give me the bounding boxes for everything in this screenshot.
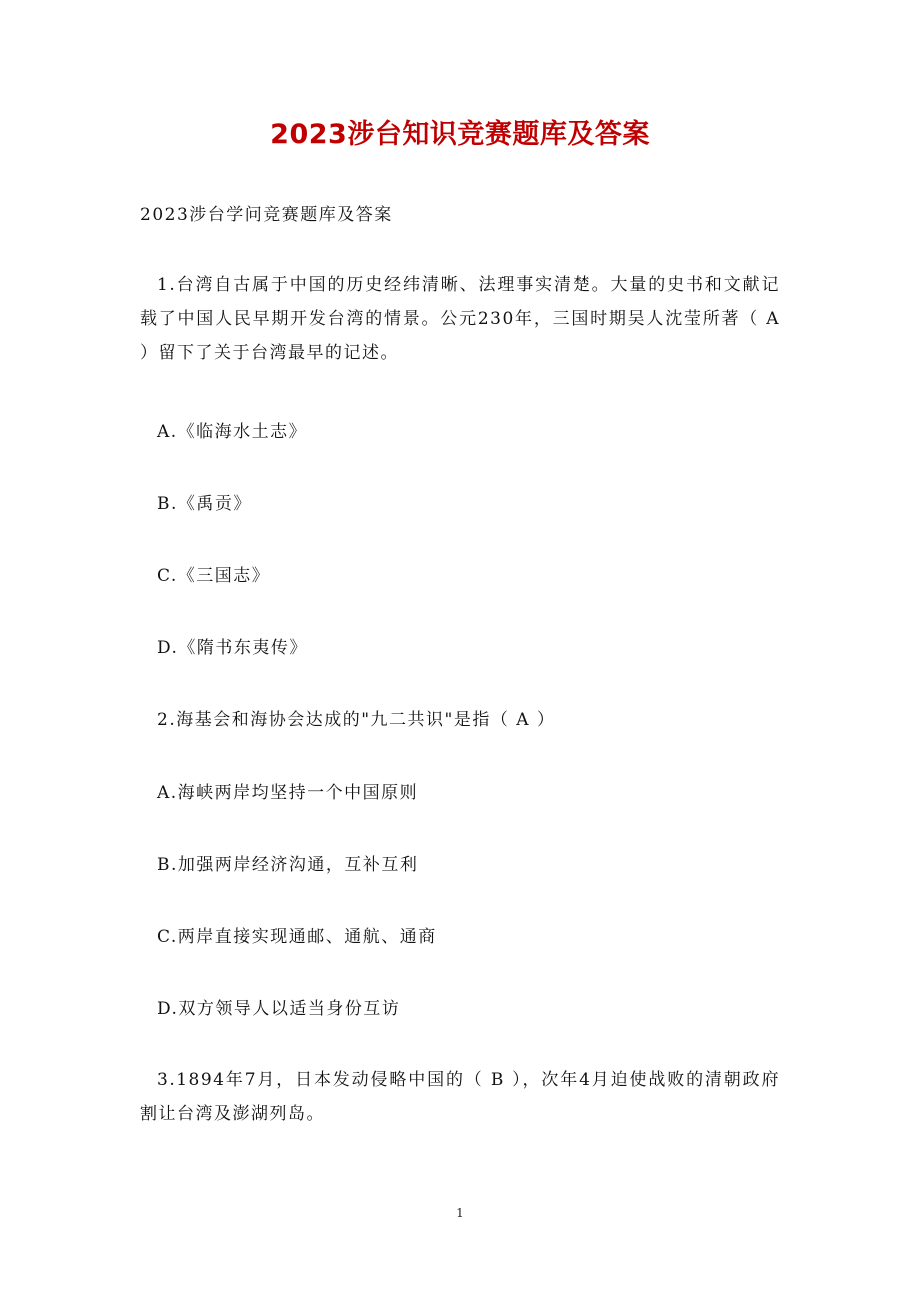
question-2-option-a: A.海峡两岸均坚持一个中国原则: [157, 783, 419, 803]
question-1-option-d: D.《隋书东夷传》: [157, 638, 308, 658]
question-1-option-a: A.《临海水土志》: [157, 422, 308, 442]
question-2-option-d: D.双方领导人以适当身份互访: [157, 999, 401, 1019]
question-3-text: 3.1894年7月，日本发动侵略中国的（ B ），次年4月迫使战败的清朝政府割让台湾及澎湖列岛。: [140, 1070, 780, 1124]
question-2-option-b: B.加强两岸经济沟通，互补互利: [157, 855, 419, 875]
document-title: 2023涉台知识竞赛题库及答案: [270, 119, 650, 150]
question-1-option-c: C.《三国志》: [157, 566, 271, 586]
question-2-text: 2.海基会和海协会达成的"九二共识"是指（ A ）: [157, 710, 556, 730]
question-2-option-c: C.两岸直接实现通邮、通航、通商: [157, 927, 437, 947]
question-1-option-b: B.《禹贡》: [157, 494, 252, 514]
subtitle: 2023涉台学问竞赛题库及答案: [140, 205, 393, 225]
page-number: 1: [456, 1206, 464, 1220]
question-1-text: 1.台湾自古属于中国的历史经纬清晰、法理事实清楚。大量的史书和文献记载了中国人民早期开发台湾的情景。公元230年，三国时期吴人沈莹所著（ A ）留下了关于台湾最早的记述。: [140, 275, 780, 363]
